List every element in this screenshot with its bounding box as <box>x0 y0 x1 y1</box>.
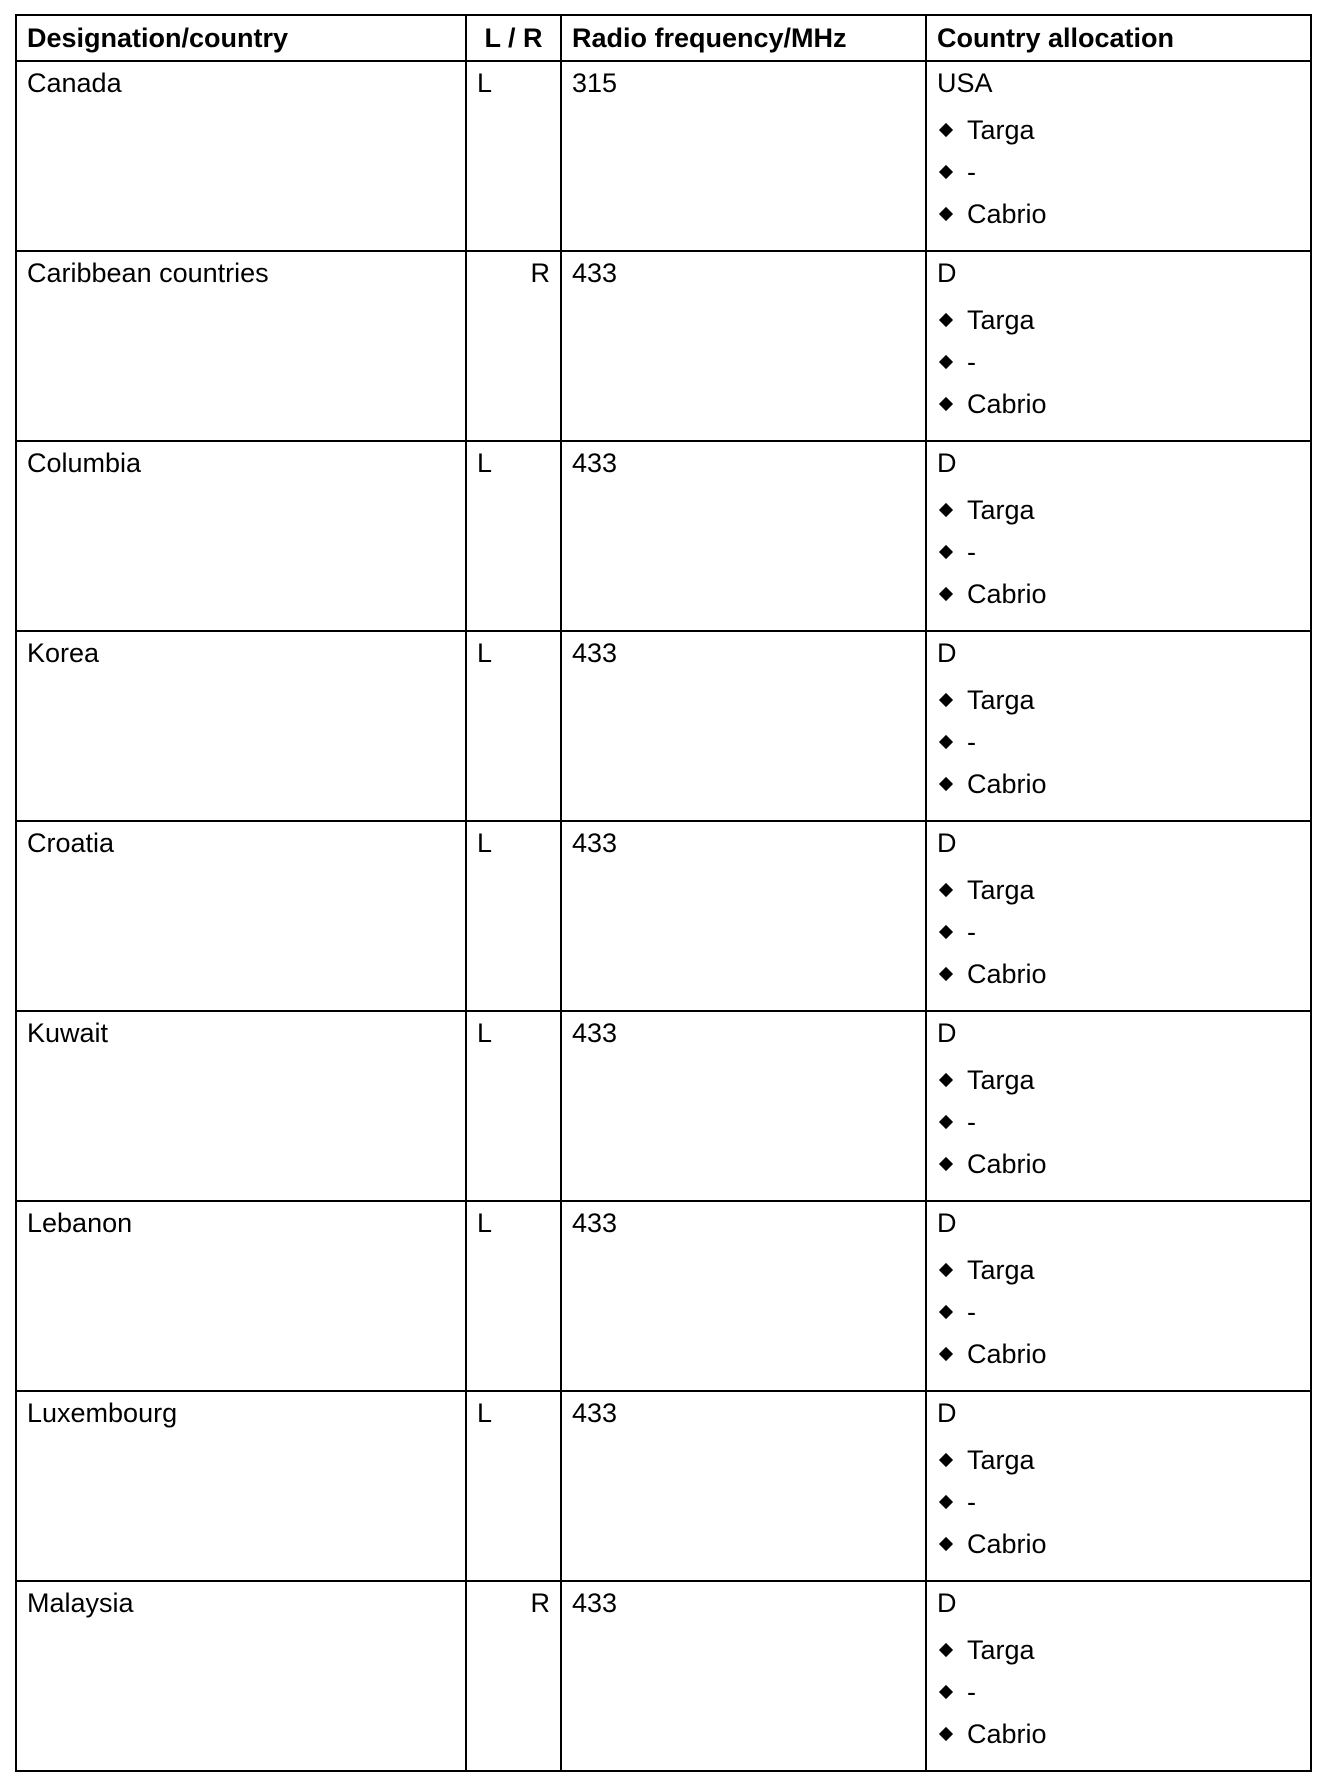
allocation-cell <box>926 251 1311 441</box>
variant-label: - <box>967 1677 976 1707</box>
variant-label: - <box>967 1107 976 1137</box>
variant-label: Targa <box>967 1065 1035 1095</box>
variant-label: Cabrio <box>967 199 1047 229</box>
diamond-bullet-icon <box>939 1305 953 1319</box>
variant-item <box>937 1333 1300 1375</box>
frequency-cell: 433 <box>561 441 926 631</box>
variant-label: - <box>967 347 976 377</box>
allocation-cell <box>926 61 1311 251</box>
lr-cell: L <box>466 631 561 821</box>
variant-item <box>937 1671 1300 1713</box>
variant-item <box>937 383 1300 425</box>
diamond-bullet-icon <box>939 693 953 707</box>
allocation-label: D <box>937 1018 957 1048</box>
diamond-bullet-icon <box>939 165 953 179</box>
variant-label: Cabrio <box>967 769 1047 799</box>
variant-list <box>937 1059 1300 1185</box>
allocation-label: USA <box>937 68 993 98</box>
country-cell: Caribbean countries <box>16 251 466 441</box>
variant-item <box>937 193 1300 235</box>
diamond-bullet-icon <box>939 925 953 939</box>
diamond-bullet-icon <box>939 1073 953 1087</box>
diamond-bullet-icon <box>939 1727 953 1741</box>
diamond-bullet-icon <box>939 503 953 517</box>
frequency-cell: 433 <box>561 631 926 821</box>
lr-cell: L <box>466 1391 561 1581</box>
diamond-bullet-icon <box>939 587 953 601</box>
variant-label: Cabrio <box>967 1149 1047 1179</box>
allocation-label: D <box>937 638 957 668</box>
diamond-bullet-icon <box>939 1157 953 1171</box>
table-row <box>16 821 1311 1011</box>
header-lr: L / R <box>466 15 561 61</box>
diamond-bullet-icon <box>939 967 953 981</box>
variant-item <box>937 1439 1300 1481</box>
allocation-cell <box>926 441 1311 631</box>
diamond-bullet-icon <box>939 777 953 791</box>
allocation-cell <box>926 1011 1311 1201</box>
variant-label: Targa <box>967 1255 1035 1285</box>
allocation-cell <box>926 631 1311 821</box>
variant-list <box>937 869 1300 995</box>
variant-item <box>937 763 1300 805</box>
variant-item <box>937 531 1300 573</box>
variant-item <box>937 1523 1300 1565</box>
variant-label: Targa <box>967 495 1035 525</box>
diamond-bullet-icon <box>939 313 953 327</box>
table-row <box>16 251 1311 441</box>
allocation-label: D <box>937 1398 957 1428</box>
diamond-bullet-icon <box>939 1453 953 1467</box>
variant-item <box>937 869 1300 911</box>
variant-label: Targa <box>967 1635 1035 1665</box>
diamond-bullet-icon <box>939 1115 953 1129</box>
allocation-label: D <box>937 828 957 858</box>
variant-label: - <box>967 917 976 947</box>
table-row <box>16 1581 1311 1771</box>
variant-item <box>937 953 1300 995</box>
diamond-bullet-icon <box>939 207 953 221</box>
variant-list <box>937 489 1300 615</box>
table-row <box>16 61 1311 251</box>
frequency-cell: 433 <box>561 251 926 441</box>
variant-item <box>937 109 1300 151</box>
allocation-label: D <box>937 1208 957 1238</box>
frequency-table <box>15 14 1312 1772</box>
country-cell: Croatia <box>16 821 466 1011</box>
diamond-bullet-icon <box>939 545 953 559</box>
diamond-bullet-icon <box>939 397 953 411</box>
variant-label: Cabrio <box>967 389 1047 419</box>
variant-item <box>937 1713 1300 1755</box>
frequency-cell: 433 <box>561 1581 926 1771</box>
variant-list <box>937 679 1300 805</box>
variant-label: Targa <box>967 685 1035 715</box>
variant-item <box>937 1291 1300 1333</box>
variant-label: Cabrio <box>967 1339 1047 1369</box>
variant-item <box>937 1101 1300 1143</box>
country-cell: Luxembourg <box>16 1391 466 1581</box>
frequency-cell: 433 <box>561 1011 926 1201</box>
variant-label: - <box>967 537 976 567</box>
frequency-cell: 433 <box>561 1391 926 1581</box>
variant-label: Targa <box>967 115 1035 145</box>
variant-label: Cabrio <box>967 959 1047 989</box>
table-row <box>16 1201 1311 1391</box>
allocation-cell <box>926 1201 1311 1391</box>
diamond-bullet-icon <box>939 355 953 369</box>
variant-list <box>937 1249 1300 1375</box>
allocation-label: D <box>937 448 957 478</box>
diamond-bullet-icon <box>939 1643 953 1657</box>
frequency-cell: 433 <box>561 1201 926 1391</box>
lr-cell: R <box>466 1581 561 1771</box>
variant-item <box>937 1249 1300 1291</box>
variant-item <box>937 911 1300 953</box>
table-row <box>16 441 1311 631</box>
variant-list <box>937 109 1300 235</box>
variant-label: Targa <box>967 305 1035 335</box>
variant-list <box>937 299 1300 425</box>
allocation-label: D <box>937 258 957 288</box>
lr-cell: L <box>466 1201 561 1391</box>
variant-item <box>937 1481 1300 1523</box>
diamond-bullet-icon <box>939 1263 953 1277</box>
table-header <box>16 15 1311 61</box>
frequency-cell: 315 <box>561 61 926 251</box>
variant-item <box>937 1629 1300 1671</box>
variant-item <box>937 679 1300 721</box>
diamond-bullet-icon <box>939 1685 953 1699</box>
diamond-bullet-icon <box>939 1537 953 1551</box>
variant-item <box>937 299 1300 341</box>
variant-label: - <box>967 727 976 757</box>
variant-label: Targa <box>967 1445 1035 1475</box>
diamond-bullet-icon <box>939 123 953 137</box>
country-cell: Lebanon <box>16 1201 466 1391</box>
variant-item <box>937 1059 1300 1101</box>
table-row <box>16 631 1311 821</box>
variant-label: - <box>967 157 976 187</box>
variant-label: Targa <box>967 875 1035 905</box>
country-cell: Canada <box>16 61 466 251</box>
header-allocation: Country allocation <box>926 15 1311 61</box>
table-row <box>16 1391 1311 1581</box>
lr-cell: L <box>466 61 561 251</box>
variant-label: Cabrio <box>967 579 1047 609</box>
variant-label: - <box>967 1487 976 1517</box>
country-cell: Kuwait <box>16 1011 466 1201</box>
variant-list <box>937 1439 1300 1565</box>
variant-item <box>937 151 1300 193</box>
variant-item <box>937 573 1300 615</box>
variant-label: - <box>967 1297 976 1327</box>
country-cell: Korea <box>16 631 466 821</box>
header-frequency: Radio frequency/MHz <box>561 15 926 61</box>
frequency-cell: 433 <box>561 821 926 1011</box>
variant-item <box>937 721 1300 763</box>
allocation-cell <box>926 821 1311 1011</box>
allocation-cell <box>926 1581 1311 1771</box>
allocation-label: D <box>937 1588 957 1618</box>
variant-item <box>937 489 1300 531</box>
country-cell: Malaysia <box>16 1581 466 1771</box>
variant-label: Cabrio <box>967 1529 1047 1559</box>
variant-item <box>937 1143 1300 1185</box>
diamond-bullet-icon <box>939 1495 953 1509</box>
table-body <box>16 61 1311 1771</box>
lr-cell: L <box>466 1011 561 1201</box>
header-designation: Designation/country <box>16 15 466 61</box>
lr-cell: L <box>466 441 561 631</box>
allocation-cell <box>926 1391 1311 1581</box>
table-row <box>16 1011 1311 1201</box>
diamond-bullet-icon <box>939 883 953 897</box>
lr-cell: L <box>466 821 561 1011</box>
lr-cell: R <box>466 251 561 441</box>
variant-label: Cabrio <box>967 1719 1047 1749</box>
diamond-bullet-icon <box>939 1347 953 1361</box>
header-row <box>16 15 1311 61</box>
country-cell: Columbia <box>16 441 466 631</box>
variant-list <box>937 1629 1300 1755</box>
variant-item <box>937 341 1300 383</box>
diamond-bullet-icon <box>939 735 953 749</box>
